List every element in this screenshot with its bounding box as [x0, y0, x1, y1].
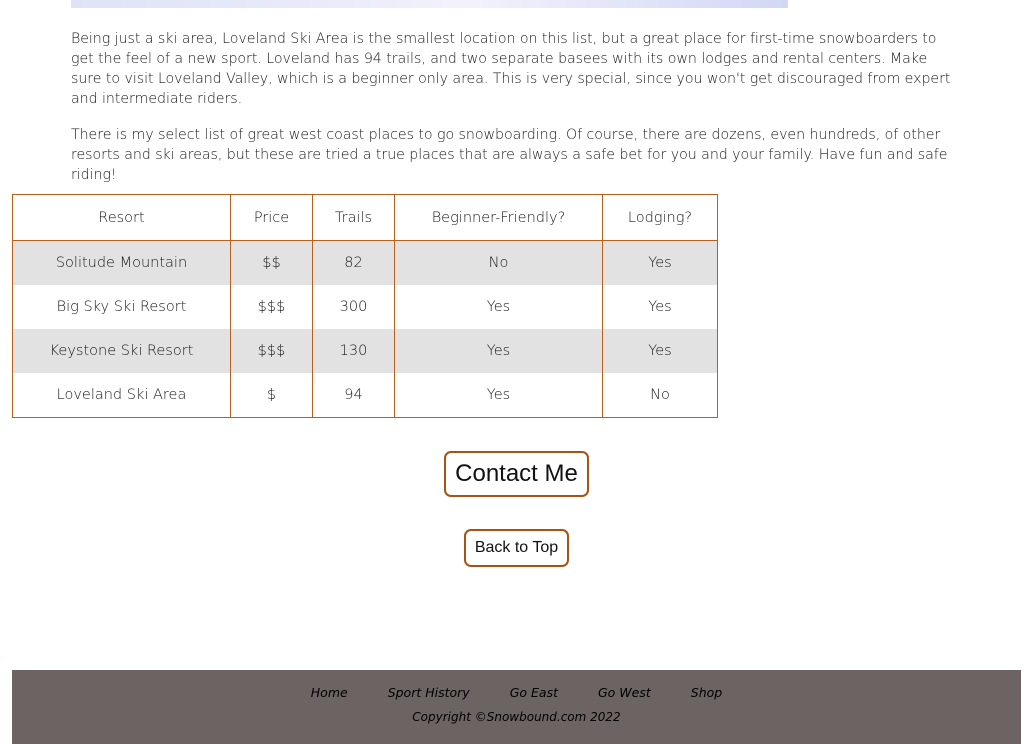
cell-trails: 94: [313, 373, 395, 418]
table-row: [13, 329, 718, 373]
back-to-top-button[interactable]: Back to Top: [464, 529, 569, 567]
cell-price: $: [231, 373, 313, 418]
cell-price: $$: [231, 241, 313, 286]
table-header-row: [13, 195, 718, 241]
table-row: [13, 285, 718, 329]
cell-lodging: No: [603, 373, 718, 418]
cell-beginner-friendly: Yes: [395, 285, 603, 329]
header-beginner-friendly: Beginner-Friendly?: [395, 195, 603, 241]
contact-me-button[interactable]: Contact Me: [444, 451, 589, 497]
cell-beginner-friendly: No: [395, 241, 603, 286]
cell-trails: 300: [313, 285, 395, 329]
resort-comparison-table: [12, 194, 718, 418]
cell-price: $$$: [231, 329, 313, 373]
header-resort: Resort: [13, 195, 231, 241]
header-trails: Trails: [313, 195, 395, 241]
cell-trails: 82: [313, 241, 395, 286]
header-price: Price: [231, 195, 313, 241]
cell-resort: Solitude Mountain: [13, 241, 231, 286]
site-footer: [12, 670, 1021, 744]
cell-resort: Loveland Ski Area: [13, 373, 231, 418]
footer-link-go-east[interactable]: Go East: [509, 685, 558, 700]
loveland-paragraph: Being just a ski area, Loveland Ski Area is the smallest location on this list, but a great place for first-time snowboarders to get the feel of a new sport. Loveland has 94 trails, and two separate basees with its own lodges and rental centers. Make sure to visit Loveland Valley, which is a beginner only area. This is very special, since you won't get discouraged from expert and intermediate riders.: [71, 31, 951, 107]
cell-trails: 130: [313, 329, 395, 373]
copyright-text: Copyright ©Snowbound.com 2022: [412, 710, 621, 724]
cell-beginner-friendly: Yes: [395, 373, 603, 418]
header-lodging: Lodging?: [603, 195, 718, 241]
footer-nav: [12, 685, 1021, 700]
cell-lodging: Yes: [603, 329, 718, 373]
cell-beginner-friendly: Yes: [395, 329, 603, 373]
cell-price: $$$: [231, 285, 313, 329]
table-row: [13, 241, 718, 286]
closing-paragraph: There is my select list of great west coast places to go snowboarding. Of course, there are dozens, even hundreds, of other resorts and ski areas, but these are tried a true places that are always a safe bet for you and your family. Have fun and safe riding!: [71, 127, 948, 183]
cell-lodging: Yes: [603, 241, 718, 286]
table-row: [13, 373, 718, 418]
footer-link-sport-history[interactable]: Sport History: [387, 685, 470, 700]
cell-resort: Big Sky Ski Resort: [13, 285, 231, 329]
hero-image-bottom: [71, 0, 788, 8]
cell-resort: Keystone Ski Resort: [13, 329, 231, 373]
footer-link-shop[interactable]: Shop: [690, 685, 723, 700]
cell-lodging: Yes: [603, 285, 718, 329]
footer-link-go-west[interactable]: Go West: [597, 685, 651, 700]
footer-link-home[interactable]: Home: [310, 685, 348, 700]
